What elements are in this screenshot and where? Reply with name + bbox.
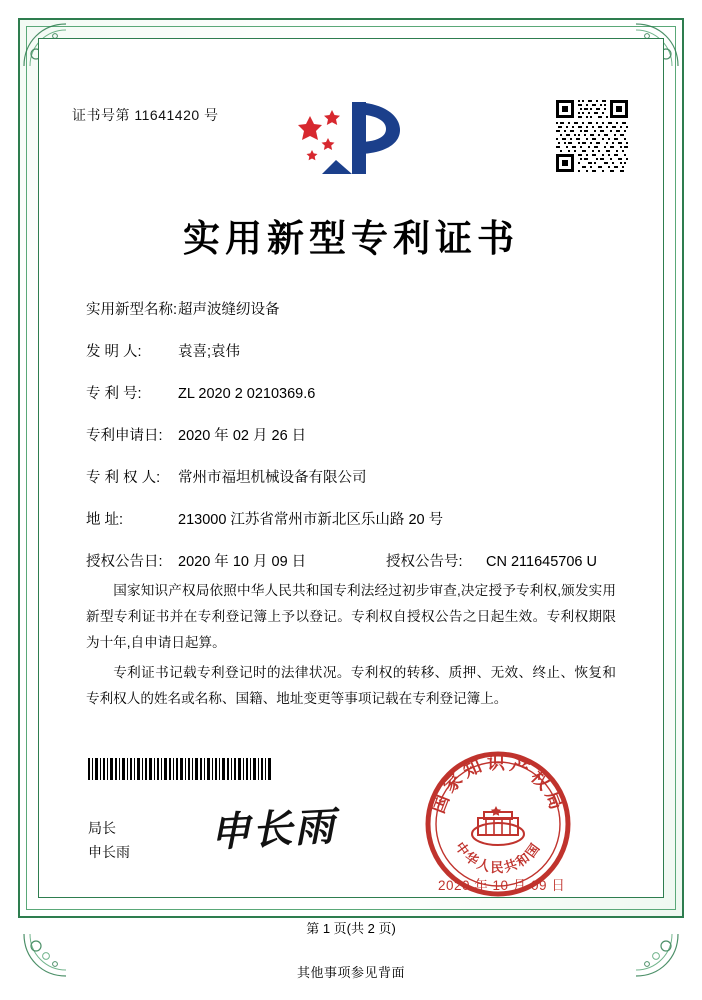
field-label: 实用新型名称:: [86, 302, 178, 318]
back-page-note: 其他事项参见背面: [296, 965, 405, 980]
field-row: [86, 424, 616, 466]
field-row: [86, 508, 616, 550]
director-signature-block: [88, 816, 130, 864]
field-value: ZL 2020 2 0210369.6: [178, 386, 316, 402]
director-label: 局长: [88, 820, 116, 836]
field-value: 超声波缝纫设备: [178, 302, 280, 318]
seal-date: 2020 年 10 月 09 日: [438, 878, 566, 893]
field-label: 发 明 人:: [86, 344, 142, 360]
field-value: 2020 年 02 月 26 日: [178, 428, 307, 444]
director-name: 申长雨: [88, 844, 130, 860]
handwritten-signature: 申长雨: [209, 802, 338, 857]
field-value: 2020 年 10 月 09 日: [178, 554, 307, 570]
legal-text-block: [86, 578, 616, 716]
paragraph: 国家知识产权局依照中华人民共和国专利法经过初步审查,决定授予专利权,颁发实用新型专利证书并在专利登记簿上予以登记。专利权自授权公告之日起生效。专利权期限为十年,自申请日起算。: [86, 583, 616, 650]
field-label: 授权公告日:: [86, 554, 163, 570]
field-label: 专利申请日:: [86, 428, 163, 444]
svg-text:中华人民共和国: 中华人民共和国: [451, 839, 545, 876]
field-label-secondary: 授权公告号:: [386, 554, 463, 570]
field-value: 袁喜;袁伟: [178, 344, 241, 360]
barcode: [88, 758, 274, 780]
page-count: 第 1 页(共 2 页): [306, 921, 396, 936]
field-row: [86, 298, 616, 340]
page-title: 实用新型专利证书: [183, 217, 519, 260]
field-value-secondary: CN 211645706 U: [486, 554, 597, 570]
field-label: 专 利 权 人:: [86, 470, 161, 486]
paragraph: 专利证书记载专利登记时的法律状况。专利权的转移、质押、无效、终止、恢复和专利权人的姓名或名称、国籍、地址变更等事项记载在专利登记簿上。: [86, 665, 616, 706]
cnipa-logo-icon: [292, 96, 410, 182]
svg-text:国家知识产权局: 国家知识产权局: [427, 753, 569, 817]
field-row: [86, 340, 616, 382]
field-value: 常州市福坦机械设备有限公司: [178, 470, 367, 486]
field-list: [86, 298, 616, 592]
field-label: 地 址:: [86, 512, 124, 528]
qr-code: [554, 98, 630, 174]
field-label: 专 利 号:: [86, 386, 142, 402]
field-row: [86, 382, 616, 424]
field-value: 213000 江苏省常州市新北区乐山路 20 号: [178, 512, 444, 528]
certificate-number: 证书号第 11641420 号: [72, 107, 219, 123]
field-row: [86, 466, 616, 508]
